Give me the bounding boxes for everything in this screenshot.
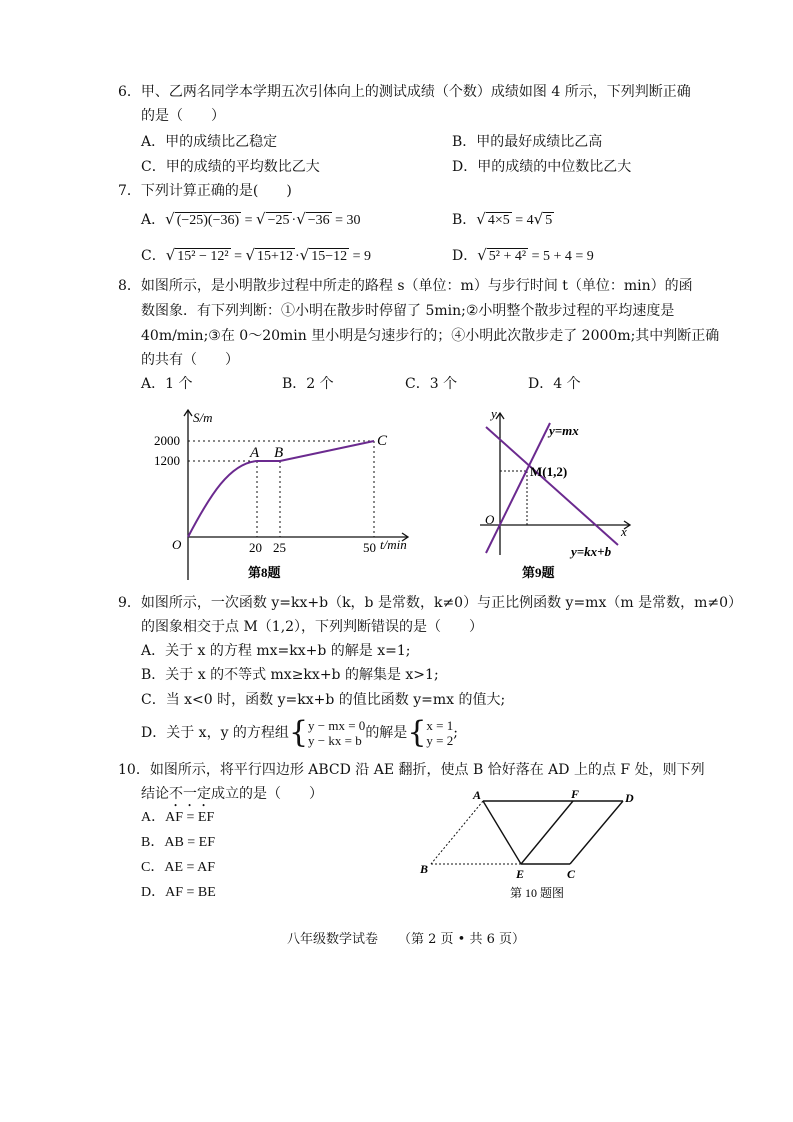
q9-d-eq2: y − kx = b [308,733,362,748]
q7-a-radicand-2: −25 [267,213,290,228]
q8-option-c: C．3 个 [405,376,458,392]
fig9-ylabel: y [491,406,497,421]
q7-b-radicand-2: 5 [545,213,553,228]
fig8-segment-bc [280,441,374,461]
q10-option-b: B．AB = EF [141,835,216,850]
fig10-label-e: E [516,867,525,881]
q7-a-radicand-1: (−25)(−36) [176,213,240,228]
q9-option-a: A．关于 x 的方程 mx=kx+b 的解是 x=1; [141,643,411,659]
q10-line2-emphasis: 不一定 [169,786,211,802]
q7-option-b: B．√ 4×5 = 4√ 5 [452,210,553,228]
fig10-segment-fe [521,801,573,864]
q9-stem-line1: 9．如图所示，一次函数 y=kx+b（k，b 是常数，k≠0）与正比例函数 y=mx（m 是常数，m≠0） [118,595,742,611]
q6-option-b: B．甲的最好成绩比乙高 [452,134,603,150]
q10-line2-post: 成立的是（ ） [211,786,323,802]
q9-stem-line2: 的图象相交于点 M（1,2），下列判断错误的是（ ） [141,619,484,635]
q7-c-eq: = [230,249,246,264]
q8-stem-line1: 8．如图所示，是小明散步过程中所走的路程 s（单位：m）与步行时间 t（单位：min）的函 [118,278,693,294]
q7-c-result: = 9 [349,249,371,264]
q7-b-label: B． [452,212,477,228]
fig10-fold-ae [483,801,521,864]
q9-d-eq1: y − mx = 0 [308,718,366,733]
q6-stem-line2: 的是（ ） [141,108,225,124]
fig8-curve-oa [188,461,257,537]
q7-a-eq: = [241,213,257,228]
q8-stem-line3: 40m/min;③在 0～20min 里小明是匀速步行的；④小明此次散步走了 2000m;其中判断正确 [141,328,720,344]
figure-9-linear-functions [470,405,650,585]
fig8-xlabel: t/min [380,537,407,552]
q10-option-c: C．AE = AF [141,860,216,875]
q8-option-b: B．2 个 [282,376,334,392]
q7-d-result: = 5 + 4 = 9 [528,249,594,264]
fig8-point-a: A [250,445,260,461]
q8-option-d: D．4 个 [528,376,581,392]
q9-d-sol1: x = 1 [426,718,454,733]
q7-c-label: C． [141,248,166,264]
q6-option-c: C．甲的成绩的平均数比乙大 [141,159,320,175]
fig10-side-dc [570,801,623,864]
q7-d-label: D． [452,248,478,264]
footer-page-number: （第 2 页 • 共 6 页） [398,932,526,947]
q7-b-radicand-1: 4×5 [487,213,510,228]
q6-stem-line1: 6．甲、乙两名同学本学期五次引体向上的测试成绩（个数）成绩如图 4 所示，下列判断正确 [118,84,691,100]
q8-stem-line4: 的共有（ ） [141,352,239,368]
fig9-label-mx: y=mx [549,423,579,438]
footer-exam-title: 八年级数学试卷 [287,932,379,947]
fig8-point-b: B [274,445,284,461]
q9-option-d [141,715,458,750]
q10-line2-pre: 结论 [141,786,169,802]
fig9-line-mx [486,423,550,553]
fig9-xlabel: x [621,524,627,539]
q9-d-end: ; [453,725,458,741]
fig8-point-c: C [377,433,388,449]
fig10-label-d: D [625,791,634,805]
fig10-label-f: F [571,787,580,801]
q7-option-d: D．√ 5² + 4² = 5 + 4 = 9 [452,246,594,264]
q8-stem-line2: 数图象．有下列判断：①小明在散步时停留了 5min;②小明整个散步过程的平均速度是 [141,303,675,319]
q10-stem-line1: 10．如图所示，将平行四边形 ABCD 沿 AE 翻折，使点 B 恰好落在 AD 上的点 F 处，则下列 [118,762,705,778]
q7-c-radicand-3: 15−12 [311,249,348,264]
q8-option-a: A．1 个 [141,376,193,392]
q10-option-d: D．AF = BE [141,885,216,900]
q7-a-result: = 30 [331,213,361,228]
q10-stem-line2 [141,784,323,810]
fig8-xtick-20: 20 [249,540,262,555]
fig9-caption: 第9题 [522,565,555,580]
q6-option-d: D．甲的成绩的中位数比乙大 [452,159,632,175]
fig10-label-b: B [420,862,429,876]
q9-d-sol2: y = 2 [426,733,454,748]
fig8-ylabel: S/m [193,410,213,425]
q9-d-mid: 的解是 [365,725,408,741]
fig9-point-m: M(1,2) [530,464,568,479]
q7-a-label: A． [141,212,166,228]
q7-c-radicand-1: 15² − 12² [177,249,229,264]
fig10-caption: 第 10 题图 [510,886,565,900]
figure-8-distance-time-graph [150,405,420,585]
fig8-caption: 第8题 [248,565,281,580]
q7-c-dot: · [294,249,300,264]
q7-option-c: C．√ 15² − 12² = √ 15+12 ·√ 15−12 = 9 [141,246,371,264]
q7-c-radicand-2: 15+12 [257,249,293,264]
figure-10-parallelogram-fold [415,785,645,905]
q9-d-prefix: D．关于 x，y 的方程组 [141,725,289,741]
q6-option-a: A．甲的成绩比乙稳定 [141,134,278,150]
q7-option-a: A．√ (−25)(−36) = √ −25 ·√ −36 = 30 [141,210,361,228]
q7-b-eq: = 4 [511,213,534,228]
fig8-xtick-25: 25 [273,540,286,555]
q10-option-a: A．AF = EF [141,810,215,825]
q7-stem: 7．下列计算正确的是( ) [118,183,292,199]
q9-d-brace-1: { [288,715,309,750]
q7-a-radicand-3: −36 [307,213,330,228]
fig9-origin: O [485,512,495,527]
q9-option-c: C．当 x<0 时，函数 y=kx+b 的值比函数 y=mx 的值大; [141,692,506,708]
fig10-label-c: C [567,867,576,881]
fig10-dashed-ab [431,801,483,864]
q7-d-radicand-1: 5² + 4² [488,249,527,264]
fig8-ytick-1200: 1200 [154,453,180,468]
q9-d-brace-2: { [407,715,427,750]
fig9-label-kxb: y=kx+b [571,544,612,559]
fig8-ytick-2000: 2000 [154,433,180,448]
fig8-origin: O [172,537,182,552]
fig8-xtick-50: 50 [363,540,376,555]
q9-option-b: B．关于 x 的不等式 mx≥kx+b 的解集是 x>1; [141,667,439,683]
fig9-line-kxb [486,427,618,545]
fig10-label-a: A [473,788,482,802]
q7-a-dot: · [291,213,297,228]
